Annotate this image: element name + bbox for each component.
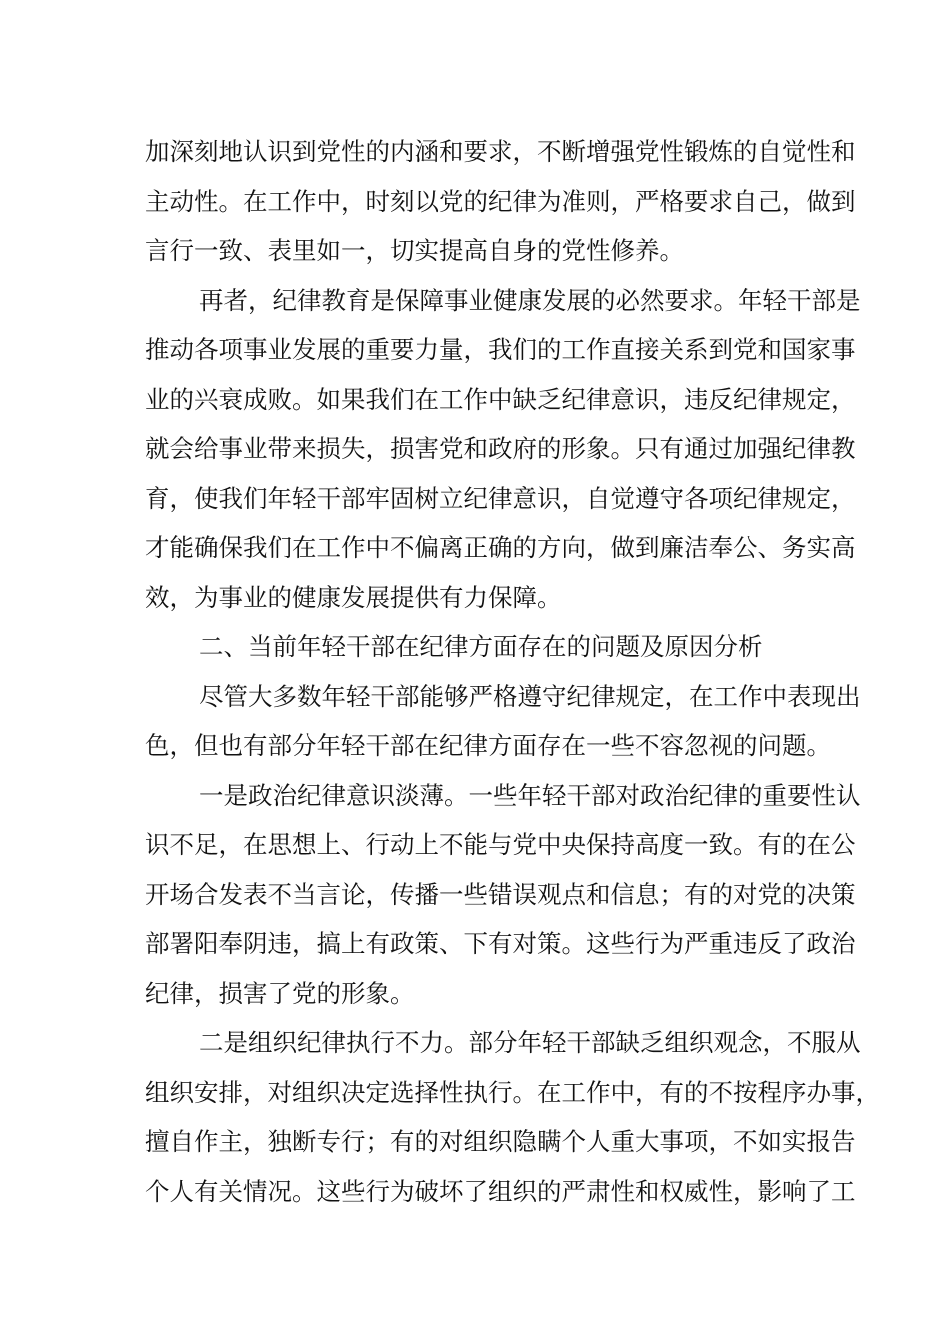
- section-heading: [145, 622, 815, 672]
- text-line: 纪律，损害了党的形象。: [145, 978, 415, 1008]
- text-line: 就会给事业带来损失，损害党和政府的形象。只有通过加强纪律教: [145, 434, 856, 463]
- text-line: 尽管大多数年轻干部能够严格遵守纪律规定，在工作中表现出: [199, 681, 861, 711]
- text-line: 推动各项事业发展的重要力量，我们的工作直接关系到党和国家事: [145, 335, 856, 364]
- text-line: 再者，纪律教育是保障事业健康发展的必然要求。年轻干部是: [199, 285, 861, 315]
- text-line: 一是政治纪律意识淡薄。一些年轻干部对政治纪律的重要性认: [199, 780, 861, 810]
- text-line: 个人有关情况。这些行为破坏了组织的严肃性和权威性，影响了工: [145, 1176, 856, 1206]
- text-line: 效，为事业的健康发展提供有力保障。: [145, 582, 562, 612]
- paragraph: [145, 276, 861, 623]
- text-line: 组织安排，对组织决定选择性执行。在工作中，有的不按程序办事，: [145, 1077, 880, 1107]
- text-line: 言行一致、表里如一，切实提高自身的党性修养。: [145, 236, 684, 265]
- heading-line: 二、当前年轻干部在纪律方面存在的问题及原因分析: [199, 632, 763, 661]
- text-line: 二是组织纪律执行不力。部分年轻干部缺乏组织观念，不服从: [199, 1028, 861, 1057]
- text-line: 育，使我们年轻干部牢固树立纪律意识，自觉遵守各项纪律规定，: [145, 483, 856, 513]
- paragraph: [145, 771, 861, 1019]
- text-line: 部署阳奉阴违，搞上有政策、下有对策。这些行为严重违反了政治: [145, 929, 856, 958]
- text-line: 才能确保我们在工作中不偏离正确的方向，做到廉洁奉公、务实高: [145, 533, 856, 562]
- text-line: 色，但也有部分年轻干部在纪律方面存在一些不容忽视的问题。: [145, 731, 831, 760]
- paragraph: [145, 127, 856, 276]
- text-line: 加深刻地认识到党性的内涵和要求，不断增强党性锻炼的自觉性和: [145, 137, 856, 166]
- text-line: 业的兴衰成败。如果我们在工作中缺乏纪律意识，违反纪律规定，: [145, 384, 856, 414]
- text-line: 主动性。在工作中，时刻以党的纪律为准则，严格要求自己，做到: [145, 186, 856, 216]
- paragraph: [145, 672, 861, 771]
- text-line: 开场合发表不当言论，传播一些错误观点和信息；有的对党的决策: [145, 879, 856, 909]
- text-line: 识不足，在思想上、行动上不能与党中央保持高度一致。有的在公: [145, 830, 856, 859]
- text-line: 擅自作主，独断专行；有的对组织隐瞒个人重大事项，不如实报告: [145, 1127, 856, 1156]
- paragraph: [145, 1018, 880, 1216]
- body-text: [145, 127, 880, 1216]
